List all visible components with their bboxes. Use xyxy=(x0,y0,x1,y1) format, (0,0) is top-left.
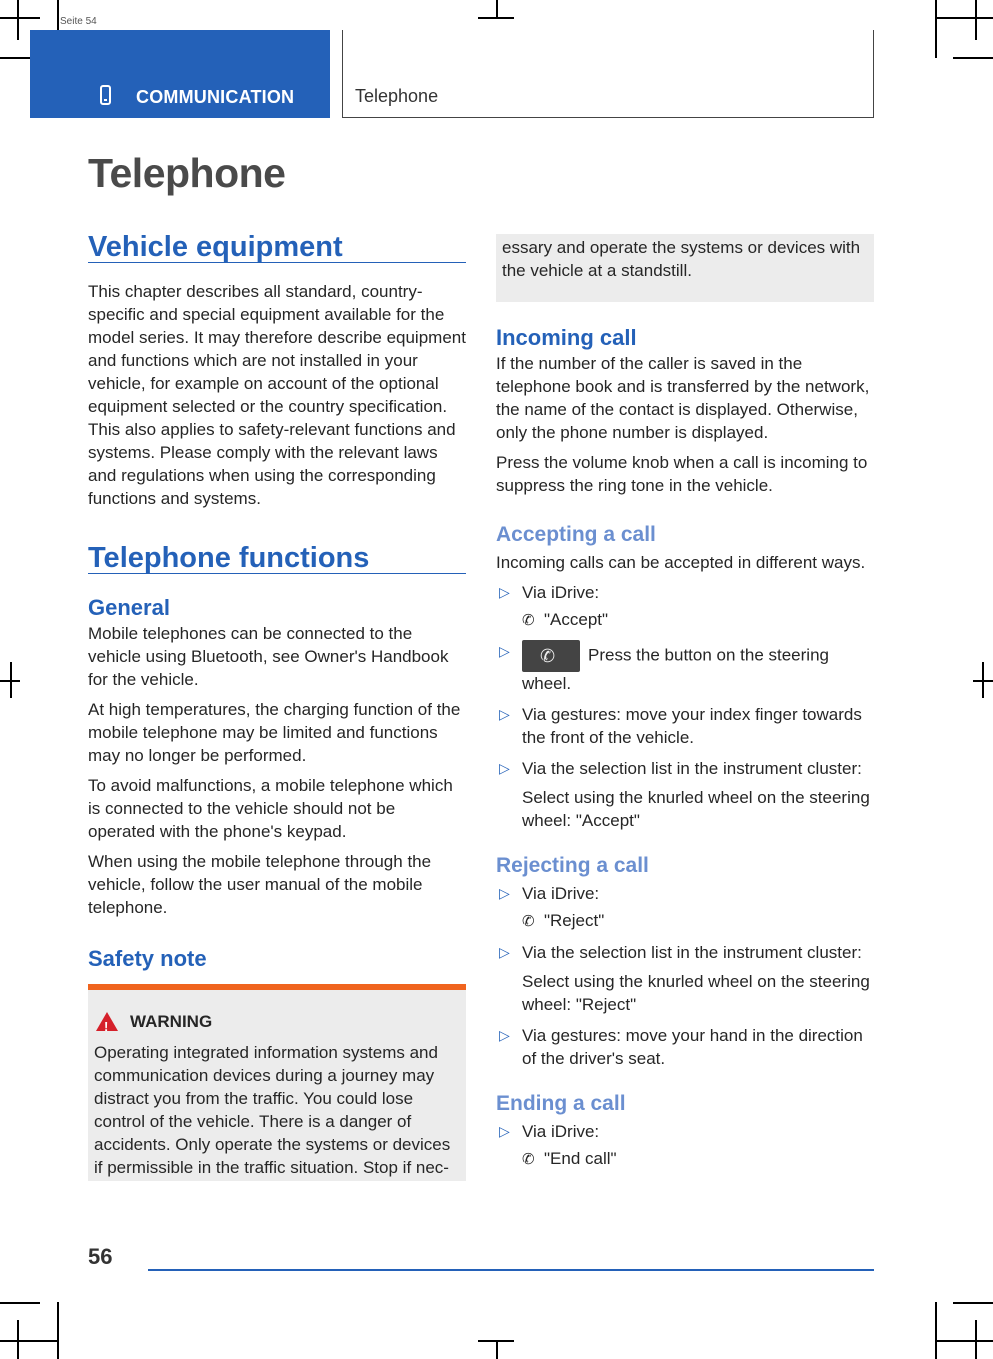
heading-rejecting-call: Rejecting a call xyxy=(496,854,649,877)
accept-option-label: "Accept" xyxy=(544,610,609,629)
crop-mark xyxy=(10,662,12,698)
mobile-phone-icon xyxy=(100,85,111,105)
crop-mark xyxy=(17,0,19,40)
rejecting-list xyxy=(496,882,874,905)
list-item xyxy=(496,703,874,749)
crop-mark xyxy=(496,0,498,18)
page-number: 56 xyxy=(88,1244,113,1269)
crop-mark xyxy=(935,17,993,19)
phone-hangup-icon: ✆ xyxy=(522,913,535,930)
list-item xyxy=(496,941,874,964)
crop-mark xyxy=(57,1302,59,1359)
accepting-list xyxy=(496,640,874,780)
crop-mark xyxy=(935,1340,993,1342)
heading-ending-call: Ending a call xyxy=(496,1092,626,1115)
general-paragraph: At high temperatures, the charging function of the mobile telephone may be limited and functions may no longer be performed. xyxy=(88,700,461,765)
end-call-option-label: "End call" xyxy=(544,1149,617,1168)
crop-mark xyxy=(953,1302,993,1304)
general-paragraph: When using the mobile telephone through the vehicle, follow the user manual of the mobile telephone. xyxy=(88,852,432,917)
general-paragraph: Mobile telephones can be connected to the vehicle using Bluetooth, see Owner's Handbook for the vehicle. xyxy=(88,624,449,689)
warning-triangle-icon xyxy=(96,1012,118,1031)
rejecting-list xyxy=(496,1024,874,1070)
list-item-text: Via iDrive: xyxy=(522,884,600,903)
right-column xyxy=(496,234,874,1179)
general-paragraph: To avoid malfunctions, a mobile telephone which is connected to the vehicle should not be operated with the phone's keypad. xyxy=(88,776,453,841)
accept-selection-detail: Select using the knurled wheel on the steering wheel: "Accept" xyxy=(522,788,870,830)
list-item-text: Via gestures: move your hand in the direction of the driver's seat. xyxy=(522,1026,863,1068)
list-item xyxy=(496,640,874,695)
page-title: Telephone xyxy=(88,150,286,196)
left-column xyxy=(88,231,466,1181)
list-item xyxy=(496,1024,874,1070)
crop-mark xyxy=(982,662,984,698)
list-item xyxy=(496,882,874,905)
heading-telephone-functions: Telephone functions xyxy=(88,547,466,574)
vehicle-equipment-text: This chapter describes all standard, country-specific and special equipment available for the model series. It may therefore describe equipment and functions which are not installed in your vehicle, for example on account of the optional equipment selected or the country specification. This also applies to safety-relevant functions and systems. Please comply with the relevant laws and regulations when using the corresponding functions and systems. xyxy=(88,282,466,508)
crop-mark xyxy=(935,1302,937,1359)
crop-mark xyxy=(935,0,937,58)
crop-mark xyxy=(496,1340,498,1359)
list-item-text: Via the selection list in the instrument cluster: xyxy=(522,943,862,962)
list-item xyxy=(496,1120,874,1143)
warning-label: WARNING xyxy=(130,1012,213,1031)
page-label: Seite 54 xyxy=(60,16,97,27)
ending-list xyxy=(496,1120,874,1143)
heading-accepting-call: Accepting a call xyxy=(496,523,656,546)
chapter-header xyxy=(342,30,874,118)
accepting-intro: Incoming calls can be accepted in different ways. xyxy=(496,553,866,572)
reject-selection-detail: Select using the knurled wheel on the steering wheel: "Reject" xyxy=(522,972,870,1014)
reject-option-label: "Reject" xyxy=(544,911,605,930)
chapter-label: Telephone xyxy=(355,86,439,106)
section-tab-label: COMMUNICATION xyxy=(136,87,295,107)
accept-option xyxy=(496,608,874,632)
heading-vehicle-equipment: Vehicle equipment xyxy=(88,236,466,263)
list-item-text: Via iDrive: xyxy=(522,1122,600,1141)
rejecting-list xyxy=(496,941,874,964)
warning-header xyxy=(94,1010,460,1033)
list-item-text: Press the button on the steering wheel. xyxy=(522,645,829,693)
heading-incoming-call: Incoming call xyxy=(496,325,637,350)
crop-mark xyxy=(0,1302,40,1304)
warning-text: Operating integrated information systems and communication devices during a journey may distract you from the traffic. You could lose control of the vehicle. There is a danger of accidents. Only operate the systems or devices if permissible in the traffic situation. Stop if nec- xyxy=(94,1043,451,1177)
crop-mark xyxy=(975,0,977,40)
phone-hangup-icon: ✆ xyxy=(522,1151,535,1168)
accepting-list xyxy=(496,581,874,604)
heading-safety-note: Safety note xyxy=(88,946,207,971)
footer-rule xyxy=(148,1269,874,1271)
list-item xyxy=(496,757,874,780)
warning-text-continued: essary and operate the systems or devices with the vehicle at a standstill. xyxy=(502,238,861,280)
warning-box xyxy=(88,984,466,1181)
heading-general: General xyxy=(88,595,170,620)
phone-icon: ✆ xyxy=(522,612,535,629)
incoming-paragraph: If the number of the caller is saved in the telephone book and is transferred by the network, the name of the contact is displayed. Otherwise, only the phone number is displayed. xyxy=(496,354,870,442)
reject-option xyxy=(496,909,874,933)
crop-mark xyxy=(0,17,40,19)
section-tab xyxy=(30,30,330,118)
list-item xyxy=(496,581,874,604)
warning-box-continued xyxy=(496,234,874,302)
crop-mark xyxy=(0,1340,58,1342)
incoming-paragraph: Press the volume knob when a call is incoming to suppress the ring tone in the vehicle. xyxy=(496,453,868,495)
list-item-text: Via gestures: move your index finger towards the front of the vehicle. xyxy=(522,705,862,747)
list-item-text: Via iDrive: xyxy=(522,583,600,602)
crop-mark xyxy=(953,57,993,59)
end-call-option xyxy=(496,1147,874,1171)
list-item-text: Via the selection list in the instrument cluster: xyxy=(522,759,862,778)
steering-wheel-phone-button-icon: ▷ ✆ xyxy=(522,640,580,672)
